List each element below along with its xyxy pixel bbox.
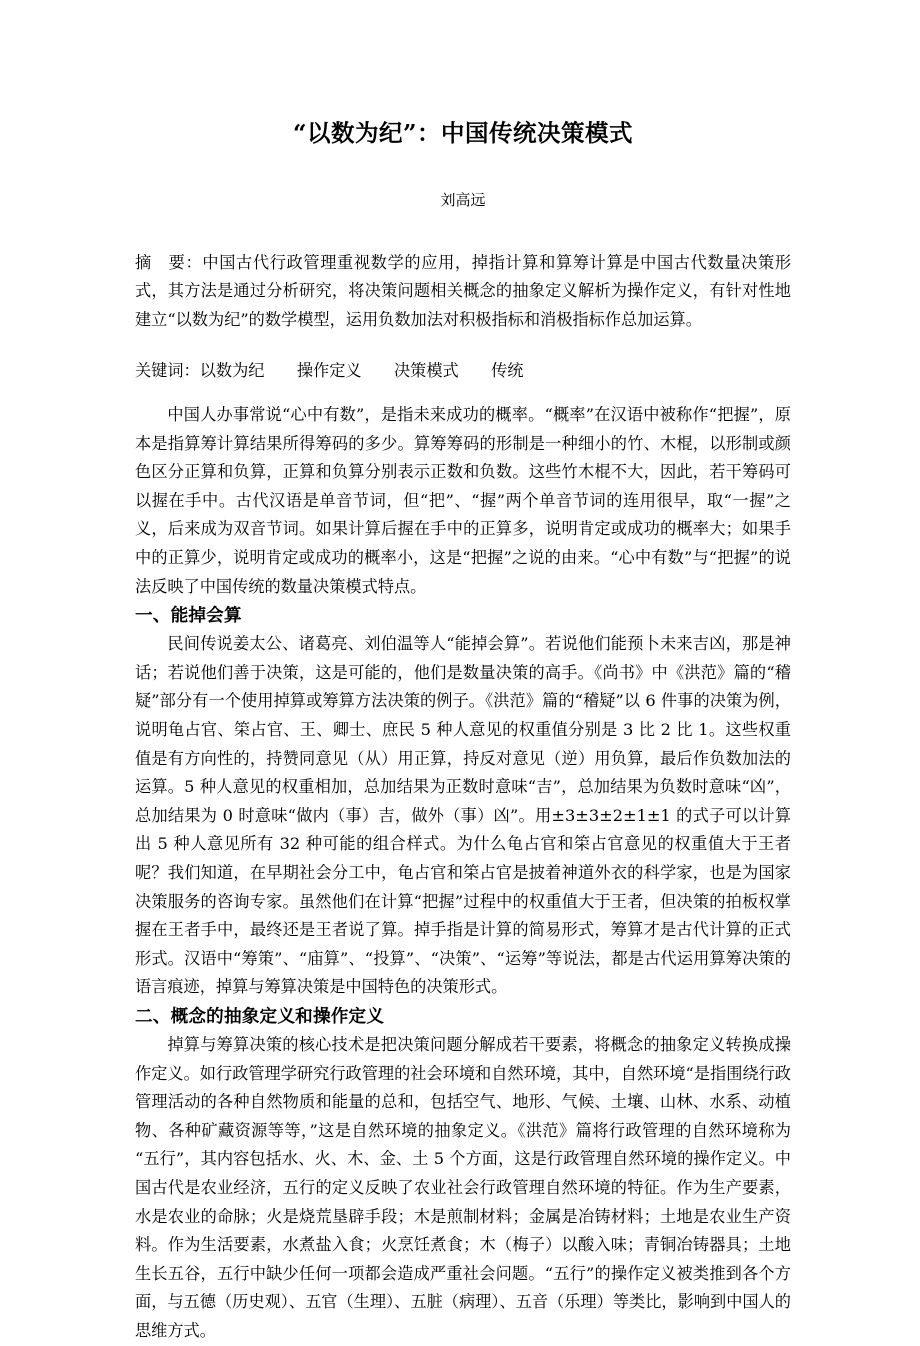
keywords-label: 关键词： — [135, 360, 200, 380]
document-content — [135, 0, 791, 1346]
keyword-separator — [362, 361, 378, 380]
section-heading-2: 二、概念的抽象定义和操作定义 — [135, 1006, 385, 1027]
author-name: 刘高远 — [440, 190, 486, 209]
intro-paragraph: 中国人办事常说“心中有数”，是指未来成功的概率。“概率”在汉语中被称作“把握”，原本是指算筹计算结果所得筹码的多少。算筹筹码的形制是一种细小的竹、木棍，以形制或颜色区分正算和负算，正算和负算分别表示正数和负数。这些竹木棍不大，因此，若干筹码可以握在手中。古代汉语是单音节词，但“把”、“握”两个单音节词的连用很早，取“一握”之义，后来成为双音节词。如果计算后握在手中的正算多，说明肯定或成功的概率大；如果手中的正算少，说明肯定或成功的概率小，这是“把握”之说的由来。“心中有数”与“把握”的说法反映了中国传统的数量决策模式特点。 — [135, 405, 791, 596]
keyword-item-3: 决策模式 — [394, 360, 459, 380]
keyword-separator — [475, 361, 491, 380]
abstract-paragraph — [135, 249, 791, 335]
keyword-separator — [378, 361, 394, 380]
keyword-separator — [459, 361, 475, 380]
section-paragraph-2: 掉算与筹算决策的核心技术是把决策问题分解成若干要素，将概念的抽象定义转换成操作定义。如行政管理学研究行政管理的社会环境和自然环境，其中，自然环境“是指围绕行政管理活动的各种自然物质和能量的总和，包括空气、地形、气候、土壤、山林、水系、动植物、各种矿藏资源等等，”这是自然环境的抽象定义。《洪范》篇将行政管理的自然环境称为“五行”，其内容包括水、火、木、金、土 5 个方面，这是行政管理自然环境的操作定义。中国古代是农业经济，五行的定义反映了农业社会行政管理自然环境的特征。作为生产要素，水是农业的命脉；火是烧荒垦辟手段；木是煎制材料；金属是冶铸材料；土地是农业生产资料。作为生活要素，水煮盐入食；火烹饪煮食；木（梅子）以酸入味；青铜冶铸器具；土地生长五谷，五行中缺少任何一项都会造成严重社会问题。“五行”的操作定义被类推到各个方面，与五德（历史观）、五官（生理）、五脏（病理）、五音（乐理）等类比，影响到中国人的思维方式。 — [135, 1034, 791, 1340]
abstract-section — [135, 211, 791, 335]
section-paragraph-1: 民间传说姜太公、诸葛亮、刘伯温等人“能掉会算”。若说他们能预卜未来吉凶，那是神话；若说他们善于决策，这是可能的，他们是数量决策的高手。《尚书》中《洪范》篇的“稽疑”部分有一个使用掉算或筹算方法决策的例子。《洪范》篇的“稽疑”以 6 件事的决策为例，说明龟占官、筞占官、王、卿士、庶民 5 种人意见的权重值分别是 3 比 2 比 1。这些权重值是有方向性的，持赞同意见（从）用正算，持反对意见（逆）用负算，最后作负数加法的运算。5 种人意见的权重相加，总加结果为正数时意味“吉”，总加结果为负数时意味“凶”，总加结果为 0 时意味“做内（事）吉，做外（事）凶”。用±3±3±2±1±1 的式子可以计算出 5 种人意见所有 32 种可能的组合样式。为什么龟占官和筞占官意见的权重值大于王者呢？我们知道，在早期社会分工中，龟占官和筞占官是披着神道外衣的科学家，也是为国家决策服务的咨询专家。虽然他们在计算“把握”过程中的权重值大于王者，但决策的拍板权掌握在王者手中，最终还是王者说了算。掉手指是计算的简易形式，筹算才是古代计算的正式形式。汉语中“筹策”、“庙算”、“投算”、“决策”、“运筹”等说法，都是古代运用算筹决策的语言痕迹，掉算与筹算决策是中国特色的决策形式。 — [135, 634, 791, 997]
keywords-section — [135, 335, 791, 386]
keyword-separator — [265, 361, 281, 380]
keyword-item-1: 以数为纪 — [199, 360, 265, 380]
page-title: “以数为纪”：中国传统决策模式 — [292, 119, 634, 147]
abstract-label: 摘 要： — [135, 252, 203, 272]
section-heading-1: 一、能掉会算 — [135, 606, 242, 627]
keywords-paragraph — [135, 357, 791, 386]
keyword-separator — [281, 361, 297, 380]
abstract-text: 中国古代行政管理重视数学的应用，掉指计算和算筹计算是中国古代数量决策形式，其方法是通过分析研究，将决策问题相关概念的抽象定义解析为操作定义，有针对性地建立“以数为纪”的数学模型，运用负数加法对积极指标和消极指标作总加运算。 — [135, 252, 792, 329]
keyword-item-4: 传统 — [491, 360, 524, 380]
keyword-item-2: 操作定义 — [296, 360, 362, 380]
